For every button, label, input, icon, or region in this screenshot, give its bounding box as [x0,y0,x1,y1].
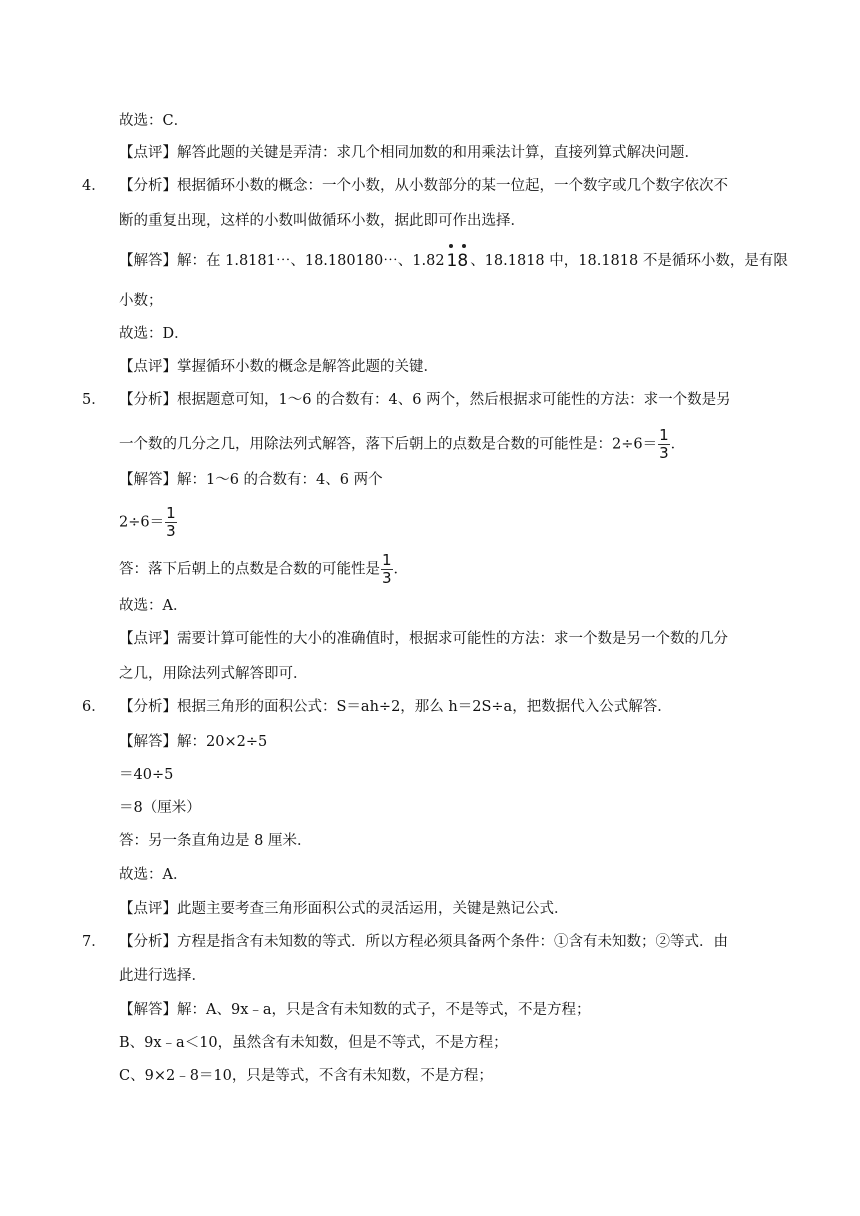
text-segment: 答：落下后朝上的点数是合数的可能性是 [119,561,380,578]
text-line: C、9×2﹣8＝10，只是等式，不含有未知数，不是方程； [119,1068,493,1084]
question-4-analysis [82,176,728,196]
text-line: 答：另一条直角边是 8 厘米． [119,833,312,849]
text-line: 此进行选择． [119,968,206,984]
text-line: 故选：D． [119,326,189,342]
text-line: 故选：C． [119,113,189,129]
question-5-analysis [82,390,731,410]
text-segment: 、18.1818 中，18.1818 不是循环小数，是有限 [470,253,788,269]
text-line: 之几，用除法列式解答即可． [119,666,308,682]
denominator: 3 [382,569,392,587]
numerator: 1 [659,426,669,444]
text-line: 【分析】方程是指含有未知数的等式．所以方程必须具备两个条件：①含有未知数；②等式．由 [119,934,728,950]
text-line: 故选：A． [119,867,188,883]
analysis-line [119,428,685,461]
text-line: 【分析】根据循环小数的概念：一个小数，从小数部分的某一位起，一个数字或几个数字依次不 [119,178,728,194]
text-line: 【点评】掌握循环小数的概念是解答此题的关键． [119,359,438,375]
text-line: ＝8（厘米） [119,800,201,816]
text-line: 断的重复出现，这样的小数叫做循环小数，据此即可作出选择． [119,213,525,229]
answer-line [119,251,788,271]
fraction [165,506,177,539]
question-6-analysis [82,697,672,717]
text-line: 【解答】解：1～6 的合数有：4、6 两个 [119,472,383,488]
denominator: 3 [659,444,669,462]
text-segment: 2÷6＝ [119,514,165,531]
numerator: 1 [382,551,392,569]
text-segment: 一个数的几分之几，用除法列式解答，落下后朝上的点数是合数的可能性是：2÷6＝ [119,436,658,453]
repeating-decimal [447,252,469,270]
text-line: 【点评】此题主要考查三角形面积公式的灵活运用，关键是熟记公式． [119,901,569,917]
fraction [381,553,393,586]
text-line: 【分析】根据题意可知，1～6 的合数有：4、6 两个，然后根据求可能性的方法：求一个数是另 [119,392,731,408]
equation-line [119,506,178,539]
text-line: 【分析】根据三角形的面积公式：S＝ah÷2，那么 h＝2S÷a，把数据代入公式解答． [119,699,672,715]
numerator: 1 [166,504,176,522]
text-line: 【解答】解：20×2÷5 [119,734,268,750]
text-line: ＝40÷5 [119,767,174,783]
question-number: 4． [82,178,106,194]
text-line: B、9x﹣a＜10，虽然含有未知数，但是不等式，不是方程； [119,1035,508,1051]
text-line: 【点评】解答此题的关键是弄清：求几个相同加数的和用乘法计算，直接列算式解决问题． [119,145,699,161]
question-number: 7． [82,934,106,950]
fraction [658,428,670,461]
answer-line [119,553,408,586]
text-segment: ． [670,436,686,453]
text-line: 故选：A． [119,598,188,614]
text-line: 小数； [119,293,163,309]
text-segment: 【解答】解：在 1.8181⋯、18.180180⋯、1.82 [119,253,445,269]
text-line: 【解答】解：A、9x﹣a，只是含有未知数的式子，不是等式，不是方程； [119,1002,591,1018]
question-7-analysis [82,932,728,952]
denominator: 3 [166,522,176,540]
question-number: 5． [82,392,106,408]
repeat-dots-icon [448,244,468,250]
question-number: 6． [82,699,106,715]
repeating-digits: 18 [446,251,469,271]
text-segment: ． [393,561,409,578]
text-line: 【点评】需要计算可能性的大小的准确值时，根据求可能性的方法：求一个数是另一个数的几分 [119,631,728,647]
